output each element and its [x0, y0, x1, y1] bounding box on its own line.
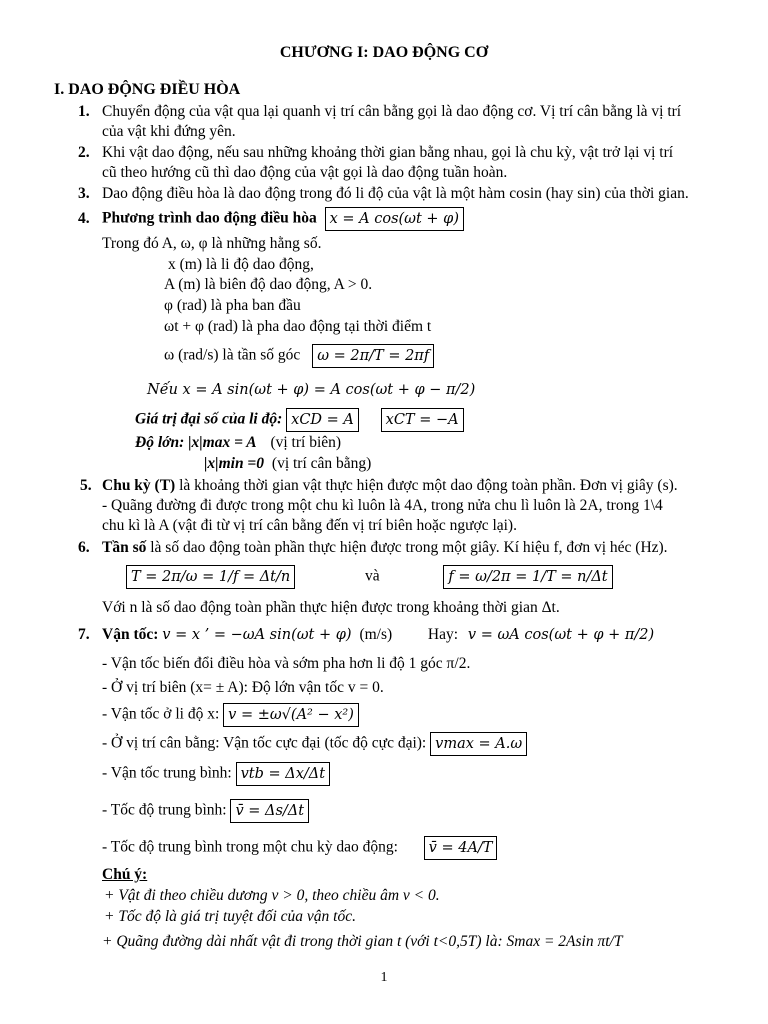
avg-speed-box: v̄ = Δs/Δt [230, 799, 309, 823]
note-title: Chú ý: [102, 866, 148, 883]
avg-speed-period-box: v̄ = 4A/T [424, 836, 498, 860]
algebraic-value-line: Giá trị đại số của li độ: xCD = A xCT = −A [135, 408, 464, 432]
velocity-desc-6: - Tốc độ trung bình: v̄ = Δs/Δt [102, 799, 309, 823]
page-number: 1 [380, 970, 388, 985]
note-1: + Vật đi theo chiều dương v > 0, theo chiều âm v < 0. [104, 887, 440, 904]
velocity-desc-3: - Vận tốc ở li độ x: v = ±ω√(A² − x²) [102, 703, 359, 727]
item-2: 2. Khi vật dao động, nếu sau những khoảng thời gian bằng nhau, gọi là chu kỳ, vật trở lại vị trí [78, 144, 674, 161]
sin-form-line: Nếu x = A sin(ωt + φ) = A cos(ωt + φ − π/2) [147, 382, 476, 398]
vmax-box: vmax = A.ω [430, 732, 527, 756]
item-5-cont: chu kì là A (vật đi từ vị trí cân bằng đến vị trí biên hoặc ngược lại). [102, 517, 517, 534]
xcd-box: xCD = A [286, 408, 359, 432]
xct-box: xCT = −A [381, 408, 464, 432]
velocity-x-box: v = ±ω√(A² − x²) [223, 703, 359, 727]
page-title: CHƯƠNG I: DAO ĐỘNG CƠ [279, 44, 489, 61]
section-heading: I. DAO ĐỘNG ĐIỀU HÒA [54, 81, 241, 98]
amplitude-desc: A (m) là biên độ dao động, A > 0. [164, 276, 373, 293]
item-3: 3. Dao động điều hòa là dao động trong đó li độ của vật là một hàm cosin (hay sin) của thời gian. [78, 185, 689, 202]
item-1: 1. Chuyển động của vật qua lại quanh vị trí cân bằng gọi là dao động cơ. Vị trí cân bằng là vị trí [78, 103, 682, 120]
item-2-cont: cũ theo hướng cũ thì dao động của vật gọi là dao động tuần hoàn. [102, 164, 508, 181]
item-1-cont: của vật khi đứng yên. [102, 123, 236, 140]
frequency-formula-box: f = ω/2π = 1/T = n/Δt [443, 565, 612, 589]
item-4: 4. Phương trình dao động điều hòa x = A cos(ωt + φ) [78, 207, 464, 231]
omega-line: ω (rad/s) là tần số góc ω = 2π/T = 2πf [164, 344, 434, 368]
magnitude-max-line: Độ lớn: |x|max = A (vị trí biên) [135, 434, 342, 451]
vtb-box: vtb = Δx/Δt [236, 762, 331, 786]
omega-formula-box: ω = 2π/T = 2πf [312, 344, 434, 368]
velocity-desc-7: - Tốc độ trung bình trong một chu kỳ dao động: v̄ = 4A/T [102, 836, 497, 860]
item-5: 5. Chu kỳ (T) là khoảng thời gian vật thực hiện được một dao động toàn phần. Đơn vị giây (s). [80, 477, 678, 494]
velocity-desc-1: - Vận tốc biến đổi điều hòa và sớm pha hơn li độ 1 góc π/2. [102, 655, 471, 672]
velocity-desc-2: - Ở vị trí biên (x= ± A): Độ lớn vận tốc v = 0. [102, 679, 384, 696]
x-desc: x (m) là li độ dao động, [168, 256, 314, 273]
item-6-cont: Với n là số dao động toàn phần thực hiện được trong khoảng thời gian Δt. [102, 599, 560, 616]
period-formula-box: T = 2π/ω = 1/f = Δt/n [126, 565, 295, 589]
note-2: + Tốc độ là giá trị tuyệt đối của vận tốc. [104, 908, 356, 925]
item-6: 6. Tần số là số dao động toàn phần thực hiện được trong một giây. Kí hiệu f, đơn vị héc (Hz). [78, 539, 668, 556]
constants-line: Trong đó A, ω, φ là những hằng số. [102, 235, 322, 252]
equation-box: x = A cos(ωt + φ) [325, 207, 464, 231]
velocity-desc-4: - Ở vị trí cân bằng: Vận tốc cực đại (tốc độ cực đại): vmax = A.ω [102, 732, 527, 756]
initial-phase-desc: φ (rad) là pha ban đầu [164, 297, 301, 314]
period-frequency-formulas: T = 2π/ω = 1/f = Δt/n và f = ω/2π = 1/T = n/Δt [126, 565, 613, 589]
velocity-desc-5: - Vận tốc trung bình: vtb = Δx/Δt [102, 762, 330, 786]
phase-desc: ωt + φ (rad) là pha dao động tại thời điểm t [164, 318, 432, 335]
item-7: 7. Vận tốc: v = x ’ = −ωA sin(ωt + φ) (m/s) Hay: v = ωA cos(ωt + φ + π/2) [78, 626, 655, 643]
note-3: + Quãng đường dài nhất vật đi trong thời gian t (với t<0,5T) là: Smax = 2Asin πt/T [102, 933, 623, 950]
magnitude-min-line: |x|min =0 (vị trí cân bằng) [204, 455, 372, 472]
item-5-distance: - Quãng đường đi được trong một chu kì luôn là 4A, trong nửa chu lì luôn là 2A, trong 1\4 [102, 497, 663, 514]
